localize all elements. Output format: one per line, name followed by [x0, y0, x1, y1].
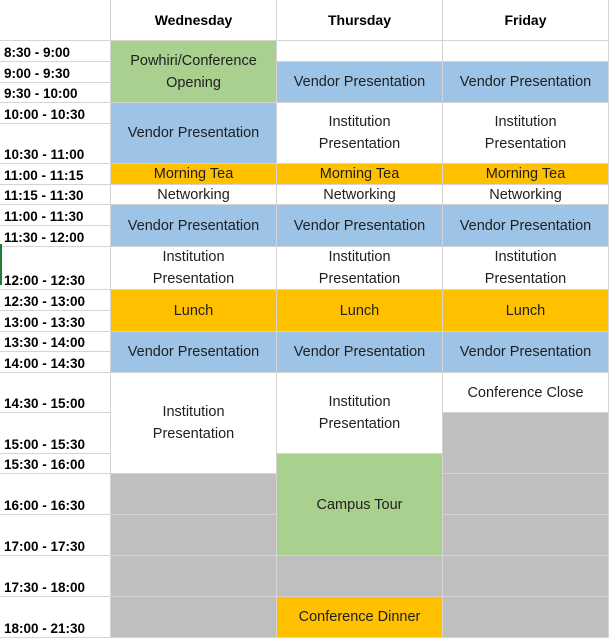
time-cell[interactable]: 11:00 - 11:15	[0, 164, 111, 185]
time-cell[interactable]: 10:30 - 11:00	[0, 124, 111, 164]
event-wed-networking[interactable]: Networking	[111, 185, 277, 205]
time-cell[interactable]: 15:30 - 16:00	[0, 454, 111, 474]
time-cell[interactable]: 14:00 - 14:30	[0, 352, 111, 373]
time-cell[interactable]: 11:00 - 11:30	[0, 205, 111, 226]
time-cell[interactable]: 8:30 - 9:00	[0, 41, 111, 62]
event-thu-vendor-1[interactable]: Vendor Presentation	[277, 62, 443, 103]
time-cell[interactable]: 18:00 - 21:30	[0, 597, 111, 638]
empty-cell[interactable]	[277, 41, 443, 62]
header-wednesday[interactable]: Wednesday	[111, 0, 277, 41]
event-thu-institution-1[interactable]: Institution Presentation	[277, 103, 443, 164]
time-cell[interactable]: 15:00 - 15:30	[0, 413, 111, 454]
event-fri-vendor-1[interactable]: Vendor Presentation	[443, 62, 609, 103]
time-cell[interactable]: 16:00 - 16:30	[0, 474, 111, 515]
empty-cell[interactable]	[443, 41, 609, 62]
time-cell[interactable]: 11:30 - 12:00	[0, 226, 111, 247]
empty-cell[interactable]	[443, 474, 609, 515]
empty-cell[interactable]	[443, 413, 609, 474]
empty-cell[interactable]	[443, 556, 609, 597]
time-cell[interactable]: 17:30 - 18:00	[0, 556, 111, 597]
time-cell[interactable]: 14:30 - 15:00	[0, 373, 111, 413]
event-wed-vendor-1[interactable]: Vendor Presentation	[111, 103, 277, 164]
empty-cell[interactable]	[111, 515, 277, 556]
event-fri-lunch[interactable]: Lunch	[443, 290, 609, 332]
time-cell[interactable]: 12:00 - 12:30	[0, 247, 111, 290]
empty-cell[interactable]	[443, 515, 609, 556]
time-cell[interactable]: 13:00 - 13:30	[0, 311, 111, 332]
event-thu-vendor-2[interactable]: Vendor Presentation	[277, 205, 443, 247]
time-cell[interactable]: 10:00 - 10:30	[0, 103, 111, 124]
event-wed-institution-2[interactable]: Institution Presentation	[111, 373, 277, 474]
event-wed-morning-tea[interactable]: Morning Tea	[111, 164, 277, 185]
event-fri-institution-1[interactable]: Institution Presentation	[443, 103, 609, 164]
event-wed-vendor-3[interactable]: Vendor Presentation	[111, 332, 277, 373]
event-thu-lunch[interactable]: Lunch	[277, 290, 443, 332]
event-thu-institution-2[interactable]: Institution Presentation	[277, 247, 443, 290]
row-indicator	[0, 244, 2, 285]
time-cell[interactable]: 11:15 - 11:30	[0, 185, 111, 205]
event-wed-institution-1[interactable]: Institution Presentation	[111, 247, 277, 290]
header-friday[interactable]: Friday	[443, 0, 609, 41]
time-cell[interactable]: 12:30 - 13:00	[0, 290, 111, 311]
event-thu-conference-dinner[interactable]: Conference Dinner	[277, 597, 443, 638]
event-fri-conference-close[interactable]: Conference Close	[443, 373, 609, 413]
event-thu-networking[interactable]: Networking	[277, 185, 443, 205]
empty-cell[interactable]	[111, 474, 277, 515]
empty-cell[interactable]	[443, 597, 609, 638]
event-wed-vendor-2[interactable]: Vendor Presentation	[111, 205, 277, 247]
time-cell[interactable]: 9:00 - 9:30	[0, 62, 111, 83]
event-thu-institution-3[interactable]: Institution Presentation	[277, 373, 443, 454]
time-cell[interactable]: 17:00 - 17:30	[0, 515, 111, 556]
event-thu-morning-tea[interactable]: Morning Tea	[277, 164, 443, 185]
event-fri-vendor-2[interactable]: Vendor Presentation	[443, 205, 609, 247]
event-thu-campus-tour[interactable]: Campus Tour	[277, 454, 443, 556]
event-wed-lunch[interactable]: Lunch	[111, 290, 277, 332]
event-thu-vendor-3[interactable]: Vendor Presentation	[277, 332, 443, 373]
event-wed-opening[interactable]: Powhiri/Conference Opening	[111, 41, 277, 103]
event-fri-networking[interactable]: Networking	[443, 185, 609, 205]
corner-cell[interactable]	[0, 0, 111, 41]
time-cell[interactable]: 13:30 - 14:00	[0, 332, 111, 352]
time-cell[interactable]: 9:30 - 10:00	[0, 83, 111, 103]
header-thursday[interactable]: Thursday	[277, 0, 443, 41]
empty-cell[interactable]	[277, 556, 443, 597]
empty-cell[interactable]	[111, 597, 277, 638]
empty-cell[interactable]	[111, 556, 277, 597]
event-fri-morning-tea[interactable]: Morning Tea	[443, 164, 609, 185]
event-fri-institution-2[interactable]: Institution Presentation	[443, 247, 609, 290]
event-fri-vendor-3[interactable]: Vendor Presentation	[443, 332, 609, 373]
